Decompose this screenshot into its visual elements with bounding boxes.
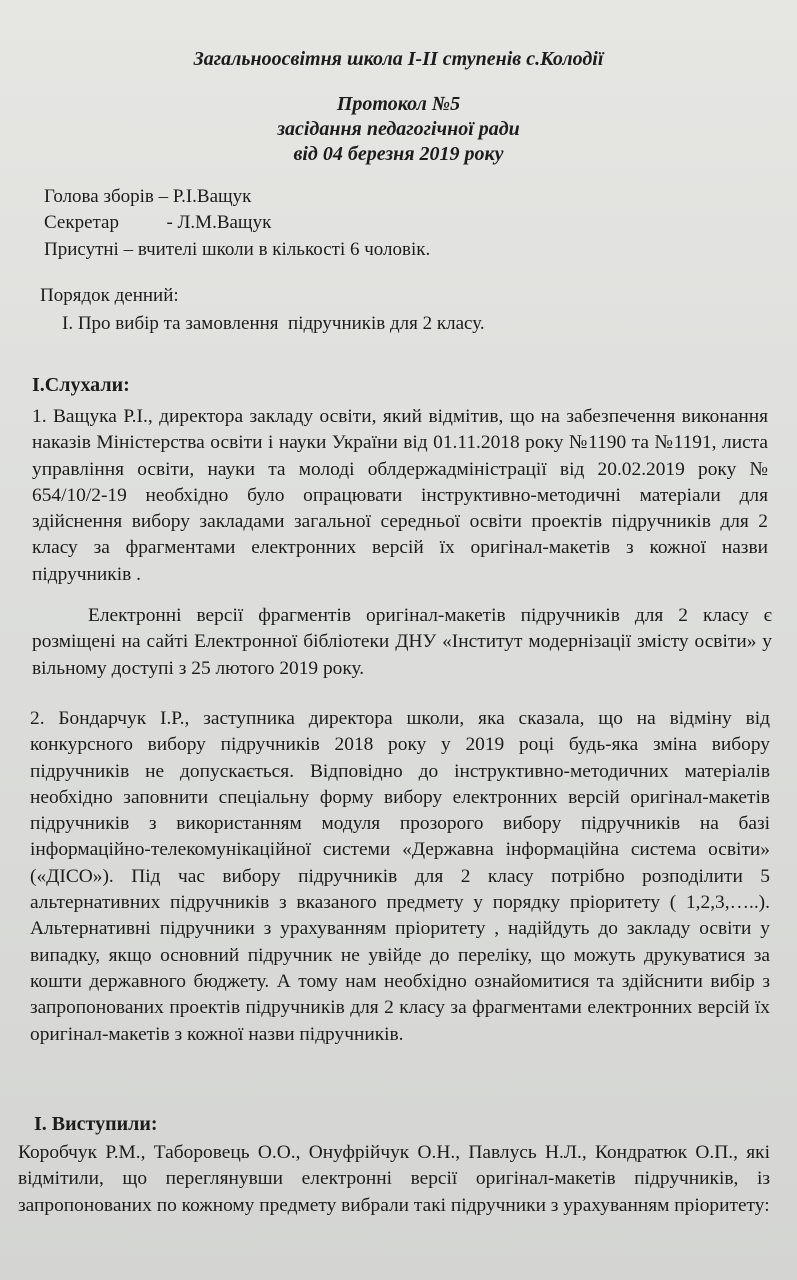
school-name: Загальноосвітня школа І-ІІ ступенів с.Колодії [193,48,604,70]
heard-title: І.Слухали: [32,374,130,396]
protocol-title: Протокол №5 [336,93,461,115]
spoke-paragraph-1: Коробчук Р.М., Таборовець О.О., Онуфрійчук О.Н., Павлусь Н.Л., Кондратюк О.П., які відмітили, що переглянувши електронні версії оригінал-макетів підручників, із запропонованих по кожному предмету вибрали такі підручники з урахуванням пріоритету: [18,1142,770,1216]
heard-paragraph-3: 2. Бондарчук І.Р., заступника директора школи, яка сказала, що на відміну від конкурсного вибору підручників 2018 року у 2019 році будь-яка зміна вибору підручників не допускається. Відповідно до інструктивно-методичних матеріалів необхідно заповнити спеціальну форму вибору електронних версій оригінал-макетів підручників з використанням модуля прозорого вибору підручників на базі інформаційно-телекомунікаційної системи «Державна інформаційна система освіти» («ДІСО»). Під час вибору підручників для 2 класу потрібно розподілити 5 альтернативних підручників з вказаного предмету у порядку пріоритету ( 1,2,3,…..). Альтернативні підручники з урахуванням пріоритету , надійдуть до закладу освіти у випадку, якщо основний підручник не увійде до переліку, що можуть друкуватися за кошти державного бюджету. А тому нам необхідно ознайомитися та здійснити вибір з запропонованих проектів підручників для 2 класу за фрагментами електронних версій їх оригінал-макетів з кожної назви підручників. [30,708,770,1045]
heard-paragraph-1: 1. Ващука Р.І., директора закладу освіти, який відмітив, що на забезпечення виконання наказів Міністерства освіти і науки України від 01.11.2018 року №1190 та №1191, листа управління освіти, науки та молоді облдержадміністрації від 20.02.2019 року № 654/10/2-19 необхідно було опрацювати інструктивно-методичні матеріали для здійснення вибору закладами загальної середньої освіти проектів підручників для 2 класу за фрагментами електронних версій їх оригінал-макетів з кожної назви підручників . [32,406,768,585]
chair-line: Голова зборів – Р.І.Ващук [44,186,252,207]
agenda-item: І. Про вибір та замовлення підручників для 2 класу. [62,313,485,334]
present-line: Присутні – вчителі школи в кількості 6 чоловік. [44,239,431,260]
meeting-date: від 04 березня 2019 року [293,143,504,165]
heard-paragraph-2: Електронні версії фрагментів оригінал-макетів підручників для 2 класу є розміщені на сайті Електронної бібліотеки ДНУ «Інститут модернізації змісту освіти» у вільному доступі з 25 лютого 2019 року. [32,605,772,679]
meeting-title: засідання педагогічної ради [277,118,520,140]
spoke-title: І. Виступили: [34,1113,158,1135]
secretary-line: Секретар - Л.М.Ващук [44,212,272,233]
agenda-title: Порядок денний: [40,285,179,306]
